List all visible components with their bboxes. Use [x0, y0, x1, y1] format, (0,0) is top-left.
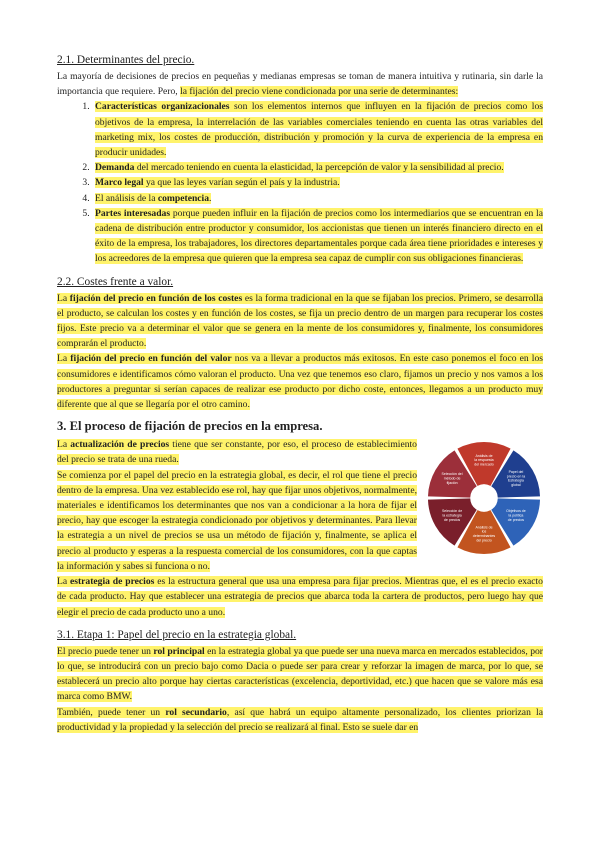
wheel-segment-label: Análisis de la respuesta del mercado: [474, 454, 494, 467]
paragraph-estrategia: La estrategia de precios es la estructura general que usa una empresa para fijar precios. Mientras que, el es el precio exacto de cada producto. Hay que establecer una estrategia de precios que abarca toda la cartera de productos, pero luego hay que elegir el precio de cada producto uno a uno.: [57, 576, 543, 618]
wheel-text: [57, 437, 417, 574]
wheel-segment-label: Papel del precio en la Estrategia global: [506, 470, 526, 488]
list-item: 1. Características organizacionales son los elementos internos que influyen en la fijación de precios como los objetivos de la empresa, la interrelación de las variables comerciales teniendo en cuenta las otras variables del marketing mix, los costes de producción, distribución y promoción y la curva de experiencia de la empresa en producir unidades.: [92, 99, 543, 160]
paragraph-valor: La fijación del precio en función del valor nos va a llevar a productos más exitosos. En este caso ponemos el foco en los consumidores e identificamos cómo valoran el producto. Una vez que tenemos eso claro, fijamos un precio y nos vamos a los productores a preguntar si serían capaces de realizar ese producto por dicho coste, entonces, llegamos a un producto muy diferente que al que se llegaría por el otro camino.: [57, 353, 543, 411]
pricing-wheel-diagram: [425, 439, 543, 557]
highlight: la fijación del precio viene condicionada por una serie de determinantes:: [180, 86, 459, 98]
list-item: 5. Partes interesadas porque pueden influir en la fijación de precios como los intermediarios que se encuentran en la cadena de distribución entre productor y consumidor, los accionistas que tienen un interés financiero directo en el éxito de la empresa, los trabajadores, los directores departamentales porque cada área tiene prioridades e intereses y los acreedores de la empresa que quieren que la empresa sea capaz de cumplir con sus obligaciones financieras.: [92, 206, 543, 267]
document-page: [57, 52, 543, 735]
section-heading-2-2: 2.2. Costes frente a valor.: [57, 275, 174, 288]
section-heading-3: 3. El proceso de fijación de precios en la empresa.: [57, 419, 323, 434]
wheel-segment-label: Selección de la estrategia de precios: [441, 509, 463, 523]
paragraph-actualizacion: La actualización de precios tiene que ser constante, por eso, el proceso de establecimiento del precio se trata de una rueda.: [57, 439, 417, 466]
wheel-center: [471, 485, 497, 511]
section-heading-3-1: 3.1. Etapa 1: Papel del precio en la estrategia global.: [57, 628, 297, 641]
paragraph-rueda: Se comienza por el papel del precio en la estrategia global, es decir, el rol que tiene el precio dentro de la empresa. Una vez establecido ese rol, hay que fijar unos objetivos, normalmente, materiales e identificamos los determinantes que nos van a condicionar a la hora de fijar el precio, hay que escoger la estrategia condicionado por objetivos y determinantes. Para llevar la estrategia a un nivel de precios se usa un método de fijación y, finalmente, se aplica el precio al producto y esperas a la respuesta comercial de los consumidores, con la que captas la información y sabes si funciona o no.: [57, 469, 417, 572]
list-item: 4. El análisis de la competencia.: [92, 191, 543, 206]
determinants-list: [57, 99, 543, 266]
paragraph-costes: La fijación del precio en función de los costes es la forma tradicional en la que se fijaban los precios. Primero, se desarrolla el producto, se calculan los costes y en función de los costes, se fija un precio dentro de un margen para recuperar los costes fijos. Este precio va a determinar el valor que se genera en la mente de los consumidores y, finalmente, los consumidores comprarán el producto.: [57, 292, 543, 350]
wheel-segment-label: Selección del método de fijación: [441, 472, 463, 486]
wheel-section: [57, 437, 543, 574]
list-item: 2. Demanda del mercado teniendo en cuenta la elasticidad, la percepción de valor y la sensibilidad al precio.: [92, 160, 543, 175]
wheel-segment-label: Análisis de los determinantes del precio: [472, 525, 496, 543]
wheel-segment-label: Objetivos de la política de precios: [506, 509, 526, 523]
paragraph-rol-principal: El precio puede tener un rol principal en la estrategia global ya que puede ser una nueva marca en mercados establecidos, por lo que, se introducirá con un precio bajo como Dacia o puede ser para crear y reforzar la imagen de marca, por lo que, se establecerá un precio alto porque hay ciertas características (excelencia, deportividad, etc.) que hacen que se valore más esa marca como BMW.: [57, 645, 543, 703]
list-item: 3. Marco legal ya que las leyes varían según el país y la industria.: [92, 175, 543, 190]
paragraph-rol-secundario: También, puede tener un rol secundario, así que habrá un equipo altamente personalizado, los clientes priorizan la productividad y la propiedad y la selección del precio se realizará al final. Esto se suele dar en: [57, 706, 543, 733]
section-heading-2-1: 2.1. Determinantes del precio.: [57, 54, 195, 66]
paragraph-determinantes-intro: La mayoría de decisiones de precios en pequeñas y medianas empresas se toman de manera intuitiva y rutinaria, sin darle la importancia que requiere. Pero, la fijación del precio viene condicionada por una serie de determinantes:: [57, 71, 543, 98]
